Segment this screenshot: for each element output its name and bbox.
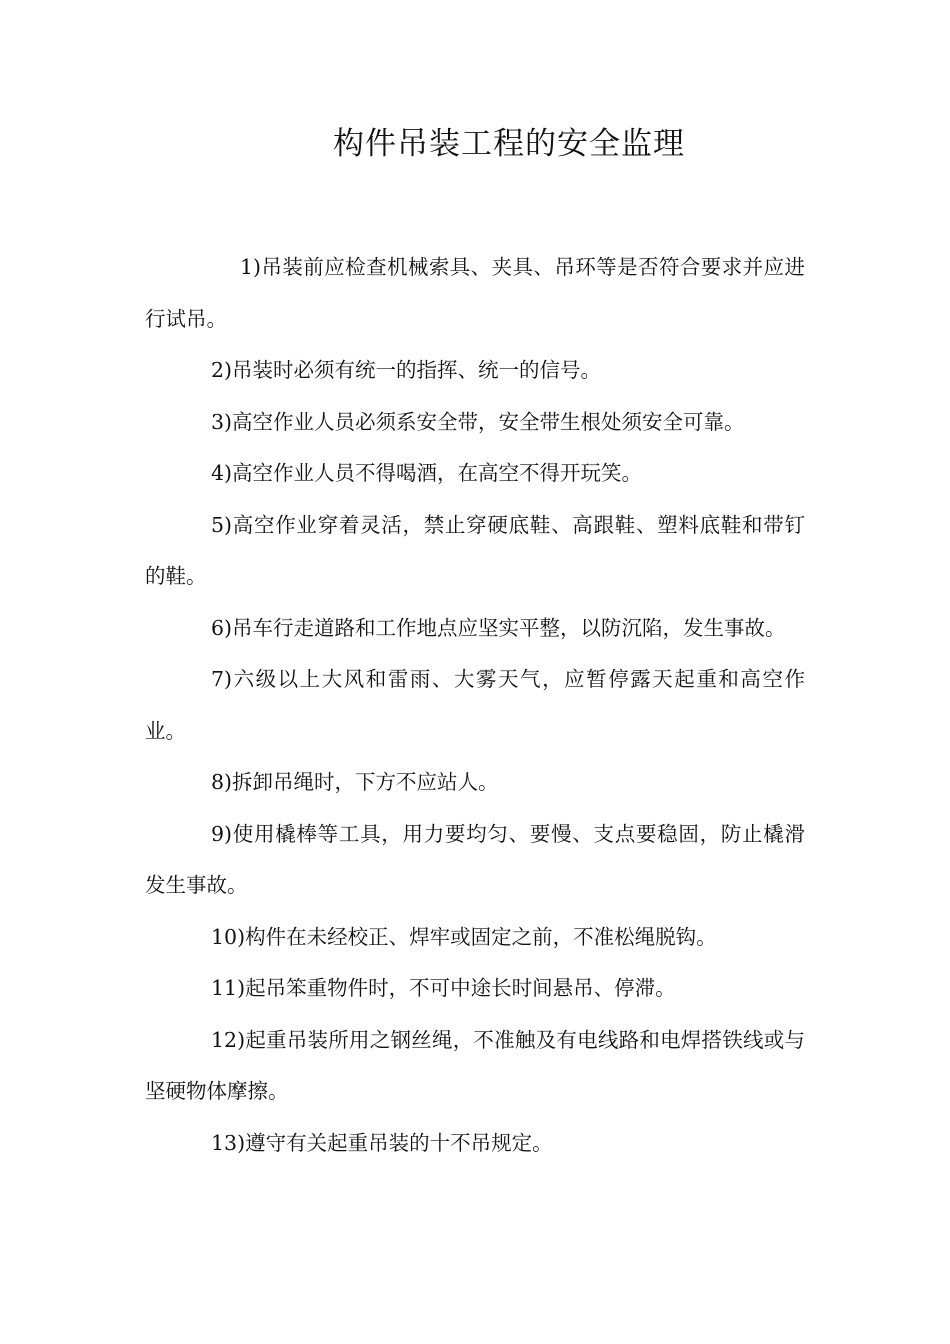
paragraph-7: 7)六级以上大风和雷雨、大雾天气，应暂停露天起重和高空作业。	[145, 667, 805, 743]
paragraph-10: 10)构件在未经校正、焊牢或固定之前，不准松绳脱钩。	[211, 924, 717, 949]
paragraph-5: 5)高空作业穿着灵活，禁止穿硬底鞋、高跟鞋、塑料底鞋和带钉的鞋。	[145, 512, 805, 588]
document-title: 构件吊装工程的安全监理	[333, 126, 685, 162]
paragraph-11: 11)起吊笨重物件时，不可中途长时间悬吊、停滞。	[211, 976, 676, 1000]
paragraph-6: 6)吊车行走道路和工作地点应坚实平整，以防沉陷，发生事故。	[211, 615, 786, 640]
paragraph-9: 9)使用橇棒等工具，用力要均匀、要慢、支点要稳固，防止橇滑发生事故。	[145, 821, 805, 897]
paragraph-3: 3)高空作业人员必须系安全带，安全带生根处须安全可靠。	[211, 409, 745, 434]
paragraph-2: 2)吊装时必须有统一的指挥、统一的信号。	[211, 358, 602, 382]
paragraph-4: 4)高空作业人员不得喝酒，在高空不得开玩笑。	[211, 461, 643, 485]
paragraph-12: 12)起重吊装所用之钢丝绳，不准触及有电线路和电焊搭铁线或与坚硬物体摩擦。	[145, 1027, 805, 1103]
document-body	[145, 242, 805, 1169]
paragraph-1: 1)吊装前应检查机械索具、夹具、吊环等是否符合要求并应进行试吊。	[145, 255, 805, 331]
paragraph-8: 8)拆卸吊绳时，下方不应站人。	[211, 770, 499, 794]
paragraph-13: 13)遵守有关起重吊装的十不吊规定。	[211, 1130, 553, 1155]
